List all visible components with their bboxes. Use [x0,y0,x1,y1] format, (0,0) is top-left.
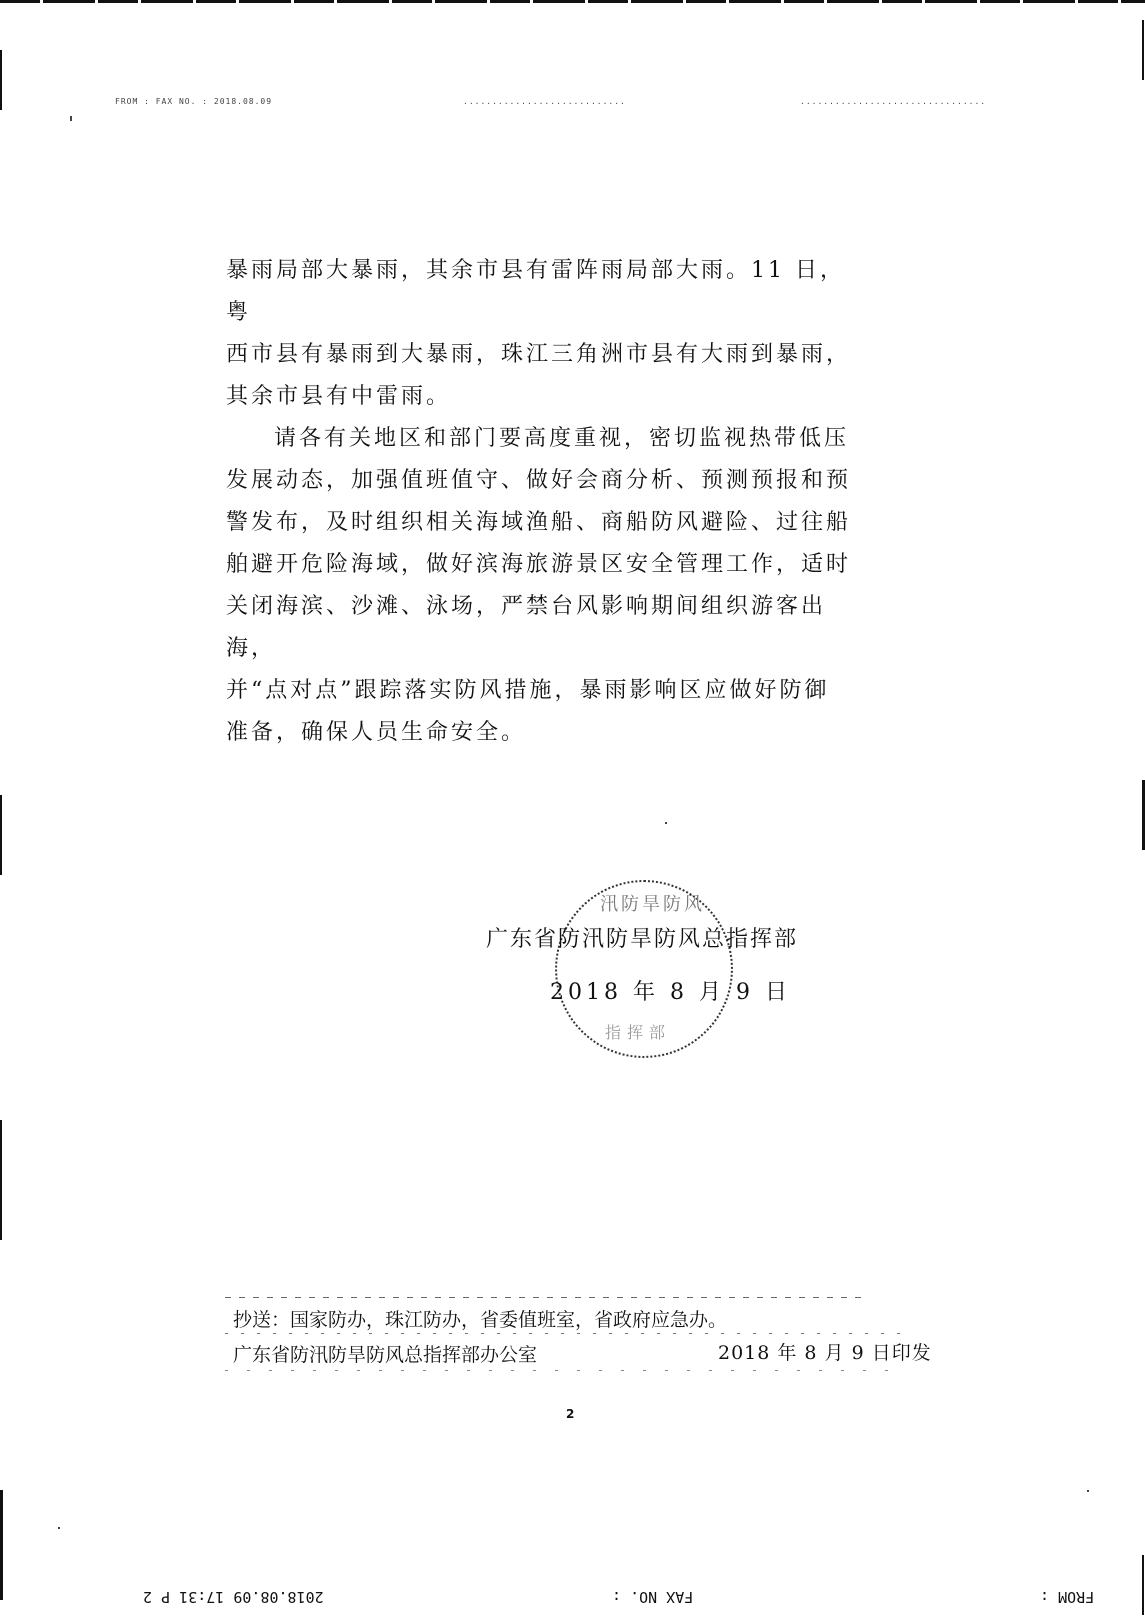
body-line: 其余市县有中雷雨。 [226,384,452,409]
scan-speck [665,822,667,824]
issue-date: 2018 年 8 月 9 日印发 [718,1342,932,1364]
body-line: 舶避开危险海域，做好滨海旅游景区安全管理工作，适时 [226,552,852,577]
footer-mid-rule [225,1333,905,1334]
document-body [226,250,866,754]
fax-number-label: FAX NO. : [612,1588,694,1606]
issuing-office: 广东省防汛防旱防风总指挥部办公室 [233,1344,538,1366]
body-line: 警发布，及时组织相关海域渔船、商船防风避险、过往船 [226,510,852,535]
page-number: 2 [566,1407,575,1421]
fax-header-noise-right: ................................ [800,97,987,106]
scan-right-edge [1142,1555,1144,1615]
fax-from-label: FROM : [1040,1588,1095,1606]
scan-left-edge [0,1120,2,1240]
body-line: 准备，确保人员生命安全。 [226,720,527,745]
cc-list: 抄送：国家防办，珠江防办，省委值班室，省政府应急办。 [233,1309,728,1331]
fax-timestamp: 2018.08.09 17:31 P 2 [143,1588,324,1606]
body-line: 并“点对点”跟踪落实防风措施，暴雨影响区应做好防御 [226,678,830,703]
scan-left-edge [0,50,2,110]
signature-date: 2018 年 8 月 9 日 [550,980,791,1005]
seal-bottom-text: 指挥部 [605,1023,672,1042]
scan-left-edge [0,1490,3,1600]
body-line: 西市县有暴雨到大暴雨，珠江三角洲市县有大雨到暴雨， [226,342,852,367]
fax-header-noise-center: ............................ [463,97,626,106]
body-line: 发展动态，加强值班值守、做好会商分析、预测预报和预 [226,468,852,493]
scan-top-border [0,0,1145,3]
seal-top-text: 汛防旱防风 [600,894,705,915]
scan-speck [58,1527,60,1529]
signature-organization: 广东省防汛防旱防风总指挥部 [486,927,799,952]
body-line: 暴雨局部大暴雨，其余市县有雷阵雨局部大雨。11 日，粤 [226,258,845,325]
footer-bottom-rule [225,1370,905,1371]
scan-speck [1087,1490,1089,1492]
footer-top-rule [225,1297,865,1298]
fax-header-noise-left: FROM : FAX NO. : 2018.08.09 [115,97,273,106]
scan-left-edge [0,795,2,875]
body-line: 请各有关地区和部门要高度重视，密切监视热带低压 [274,426,850,451]
scan-right-edge [1142,20,1144,80]
scan-speck [70,116,72,121]
body-line: 关闭海滨、沙滩、泳场，严禁台风影响期间组织游客出海， [226,594,827,661]
